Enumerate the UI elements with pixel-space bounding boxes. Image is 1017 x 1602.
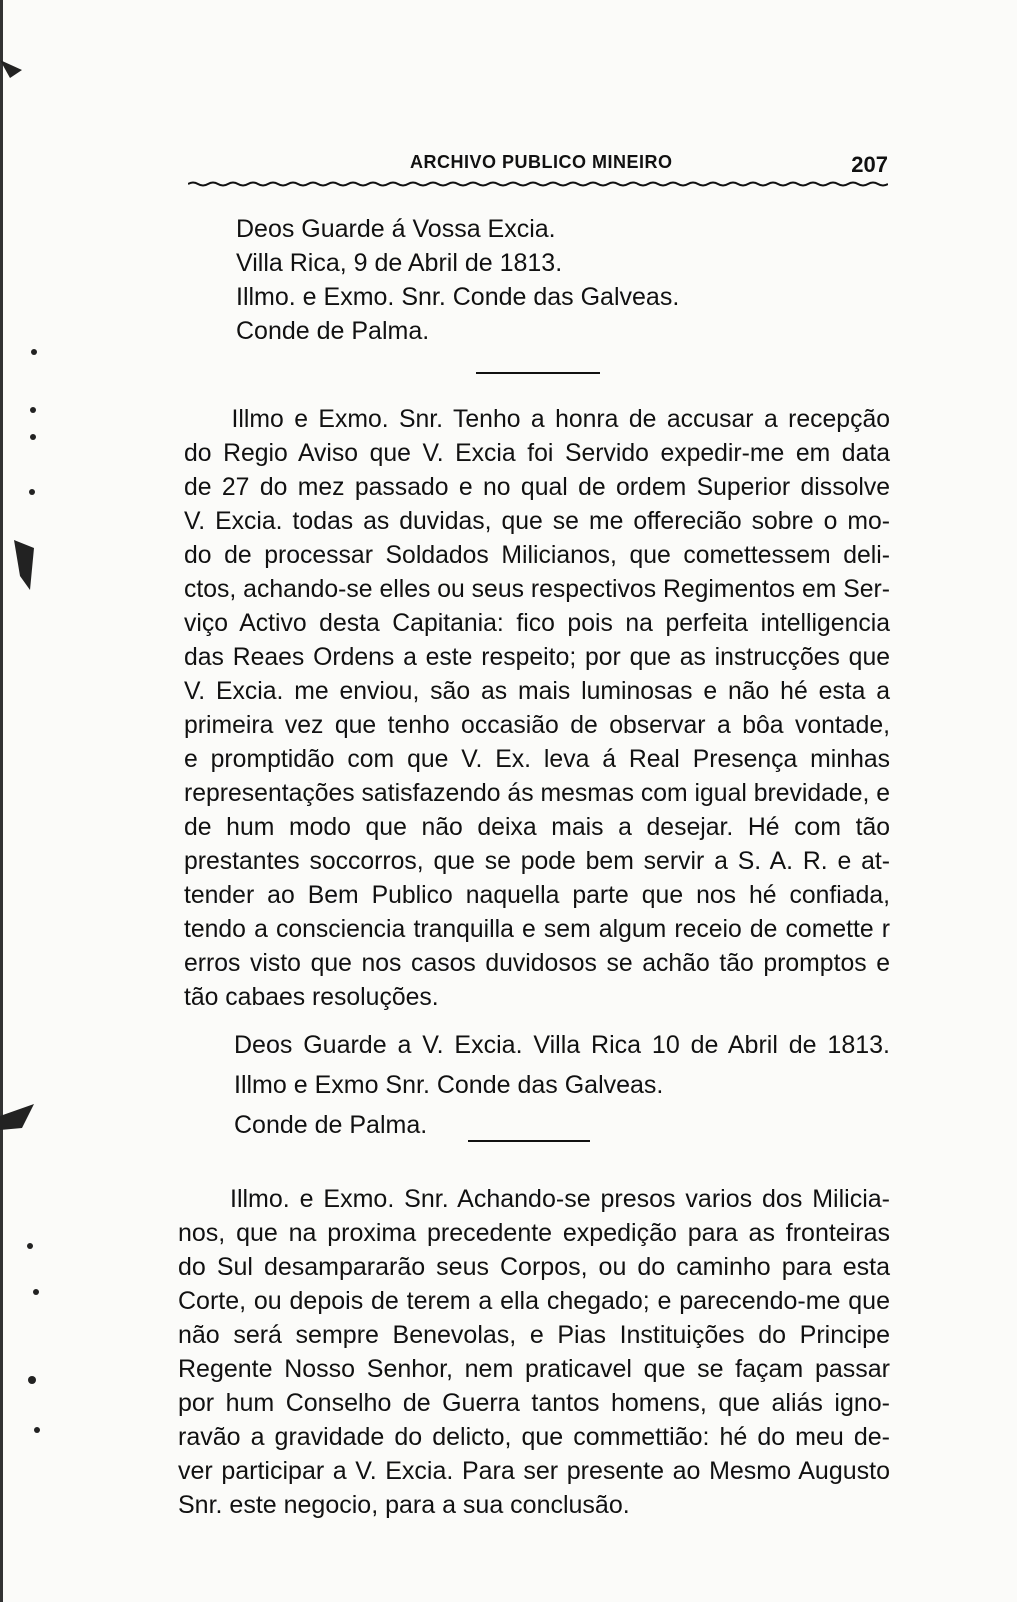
letter-1-closing: [236, 212, 696, 348]
letter-1-line: Villa Rica, 9 de Abril de 1813.: [236, 249, 563, 277]
body-line: das Reaes Ordens a este respeito; por que as instrucções que: [184, 643, 890, 671]
body-line: do Regio Aviso que V. Excia foi Servido expedir-me em data: [184, 439, 890, 467]
letter-1-line: Conde de Palma.: [236, 317, 430, 345]
body-line: tão cabaes resoluções.: [184, 983, 439, 1011]
body-line: ctos, achando-se elles ou seus respectivos Regimentos em Ser-: [184, 575, 890, 603]
body-line: de 27 do mez passado e no qual de ordem Superior dissolve: [184, 473, 890, 501]
closing-line: Illmo e Exmo Snr. Conde das Galveas.: [234, 1071, 664, 1099]
body-line: do de processar Soldados Milicianos, que comettessem deli-: [184, 541, 890, 569]
letter-1-line: Deos Guarde á Vossa Excia.: [236, 215, 556, 243]
letter-3-body: [178, 1182, 890, 1522]
body-line: por hum Conselho de Guerra tantos homens, que aliás igno-: [178, 1389, 890, 1417]
body-line: ravão a gravidade do delicto, que commettião: hé do meu de-: [178, 1423, 890, 1451]
body-line: Illmo. e Exmo. Snr. Achando-se presos varios dos Milicia-: [230, 1185, 890, 1213]
body-line: e promptidão com que V. Ex. leva á Real Presença minhas: [184, 745, 890, 773]
header-rule: [188, 180, 888, 188]
body-line: Snr. este negocio, para a sua conclusão.: [178, 1491, 630, 1519]
body-line: representações satisfazendo ás mesmas com igual brevidade, e: [184, 779, 890, 807]
body-line: primeira vez que tenho occasião de observar a bôa vontade,: [184, 711, 890, 739]
body-line: tendo a consciencia tranquilla e sem algum receio de comette r: [184, 915, 890, 943]
body-line: não será sempre Benevolas, e Pias Instituições do Principe: [178, 1321, 890, 1349]
body-line: prestantes soccorros, que se pode bem servir a S. A. R. e at-: [184, 847, 890, 875]
body-line: Regente Nosso Senhor, nem praticavel que se façam passar: [178, 1355, 890, 1383]
page-edge-marks: [0, 0, 40, 1602]
body-line: V. Excia. todas as duvidas, que se me offerecião sobre o mo-: [184, 507, 890, 535]
body-line: viço Activo desta Capitania: fico pois na perfeita intelligencia: [184, 609, 890, 637]
page-header: [188, 152, 888, 192]
body-line: tender ao Bem Publico naquella parte que nos hé confiada,: [184, 881, 890, 909]
letter-2-body: [184, 402, 890, 1014]
page-number: 207: [851, 152, 888, 177]
running-title: ARCHIVO PUBLICO MINEIRO: [410, 152, 673, 172]
closing-line: Deos Guarde a V. Excia. Villa Rica 10 de Abril de 1813.: [234, 1031, 890, 1059]
section-separator: [468, 1140, 590, 1142]
letter-2-closing: [234, 1025, 890, 1145]
section-separator: [476, 372, 600, 374]
body-line: do Sul desampararão seus Corpos, ou do caminho para esta: [178, 1253, 890, 1281]
body-line: ver participar a V. Excia. Para ser presente ao Mesmo Augusto: [178, 1457, 890, 1485]
body-line: V. Excia. me enviou, são as mais luminosas e não hé esta a: [184, 677, 890, 705]
body-line: nos, que na proxima precedente expedição para as fronteiras: [178, 1219, 890, 1247]
body-line: Corte, ou depois de terem a ella chegado; e parecendo-me que: [178, 1287, 890, 1315]
body-line: Illmo e Exmo. Snr. Tenho a honra de accusar a recepção: [231, 405, 891, 433]
body-line: erros visto que nos casos duvidosos se achão tão promptos e: [184, 949, 890, 977]
body-line: de hum modo que não deixa mais a desejar. Hé com tão: [184, 813, 890, 841]
closing-line: Conde de Palma.: [234, 1111, 428, 1139]
letter-1-line: Illmo. e Exmo. Snr. Conde das Galveas.: [236, 283, 680, 311]
